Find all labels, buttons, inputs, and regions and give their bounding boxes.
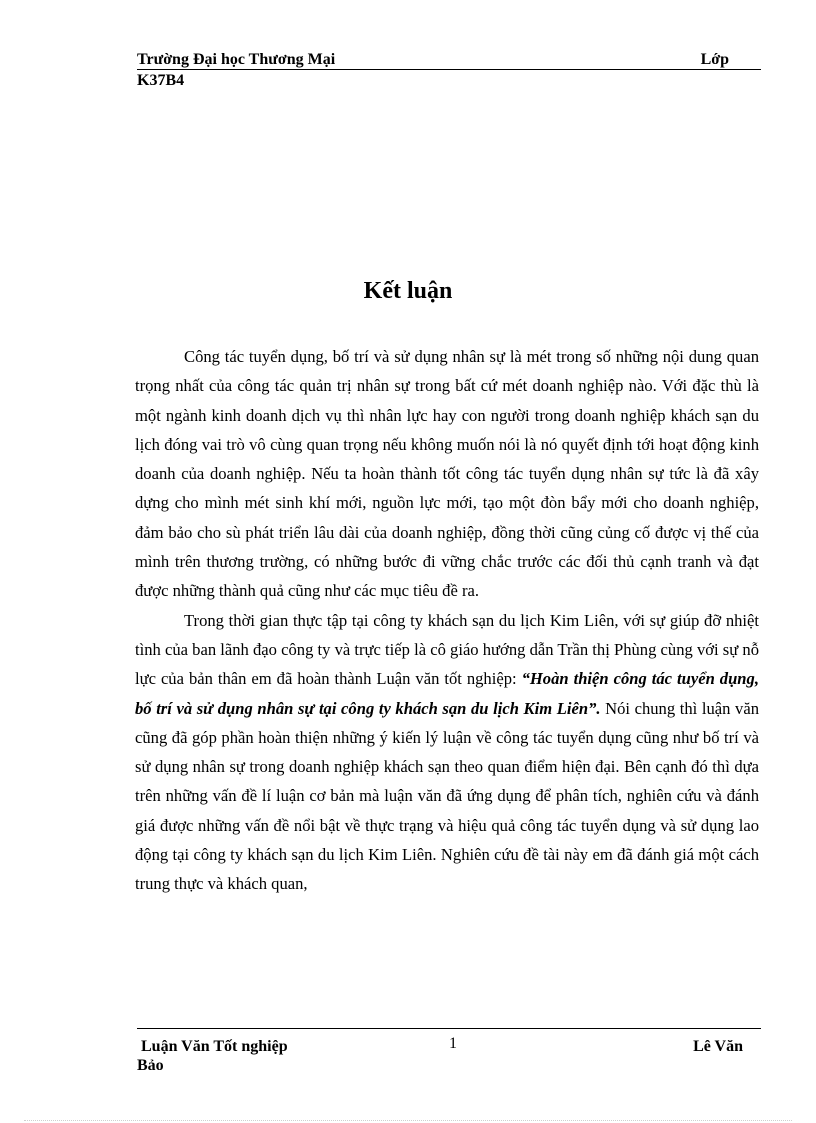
paragraph-2-rest: Nói chung thì luận văn cũng đã góp phần hoàn thiện những ý kiến lý luận về công tác tuyển dụng cũng như bố trí và sử dụng nhân sự trong doanh nghiệp khách sạn theo quan điểm hiện đại. Bên cạnh đó thì dựa trên những vấn đề lí luận cơ bản mà luận văn đã ứng dụng để phân tích, nghiên cứu và đánh giá được những vấn đề nổi bật về thực trạng và hiệu quả công tác tuyển dụng và sử dụng lao động tại công ty khách sạn du lịch Kim Liên. Nghiên cứu đề tài này em đã đánh giá một cách trung thực và khách quan, — [135, 698, 759, 894]
thesis-title: “Hoàn thiện công tác tuyển dụng, bố trí và sử dụng nhân sự tại công ty khách sạn du lịch Kim Liên”. — [135, 669, 759, 718]
document-body — [135, 342, 759, 899]
page-header — [137, 50, 761, 90]
page-bottom-dotted-line — [24, 1120, 792, 1121]
paragraph-2 — [135, 606, 759, 899]
paragraph-2-intro: Trong thời gian thực tập tại công ty khách sạn du lịch Kim Liên, với sự giúp đỡ nhiệt tình của ban lãnh đạo công ty và trực tiếp là cô giáo hướng dẫn Trần thị Phùng cùng với sự nỗ lực của bản thân em đã hoàn thành Luận văn tốt nghiệp: — [135, 610, 759, 689]
class-code: K37B4 — [137, 72, 185, 89]
page-title: Kết luận — [363, 278, 453, 304]
footer-thesis-label: Luận Văn Tốt nghiệp — [141, 1038, 288, 1055]
footer-author-first: Lê Văn — [693, 1038, 743, 1055]
page-number: 1 — [449, 1035, 457, 1052]
footer-rule-line — [137, 1028, 761, 1029]
footer-author-last: Bảo — [137, 1057, 164, 1074]
page-footer — [137, 1028, 761, 1075]
class-label: Lớp — [700, 51, 729, 68]
header-rule-line — [137, 50, 761, 70]
paragraph-1: Công tác tuyển dụng, bố trí và sử dụng nhân sự là mét trong số những nội dung quan trọng nhất của công tác quản trị nhân sự trong bất cứ mét doanh nghiệp nào. Với đặc thù là một ngành kinh doanh dịch vụ thì nhân lực hay con người trong doanh nghiệp khách sạn du lịch đóng vai trò vô cùng quan trọng nếu không muốn nói là nó quyết định tới hoạt động kinh doanh của doanh nghiệp. Nếu ta hoàn thành tốt công tác tuyển dụng nhân sự tức là đã xây dựng cho mình mét sinh khí mới, nguồn lực mới, tạo một đòn bẩy mới cho doanh nghiệp, đảm bảo cho sù phát triển lâu dài của doanh nghiệp, đồng thời cũng củng cố được vị thế của mình trên thương trường, có những bước đi vững chắc trước các đối thủ cạnh tranh và đạt được những thành quả cũng như các mục tiêu đề ra. — [135, 347, 759, 601]
school-name: Trường Đại học Thương Mại — [137, 51, 336, 68]
footer-row — [137, 1034, 761, 1056]
